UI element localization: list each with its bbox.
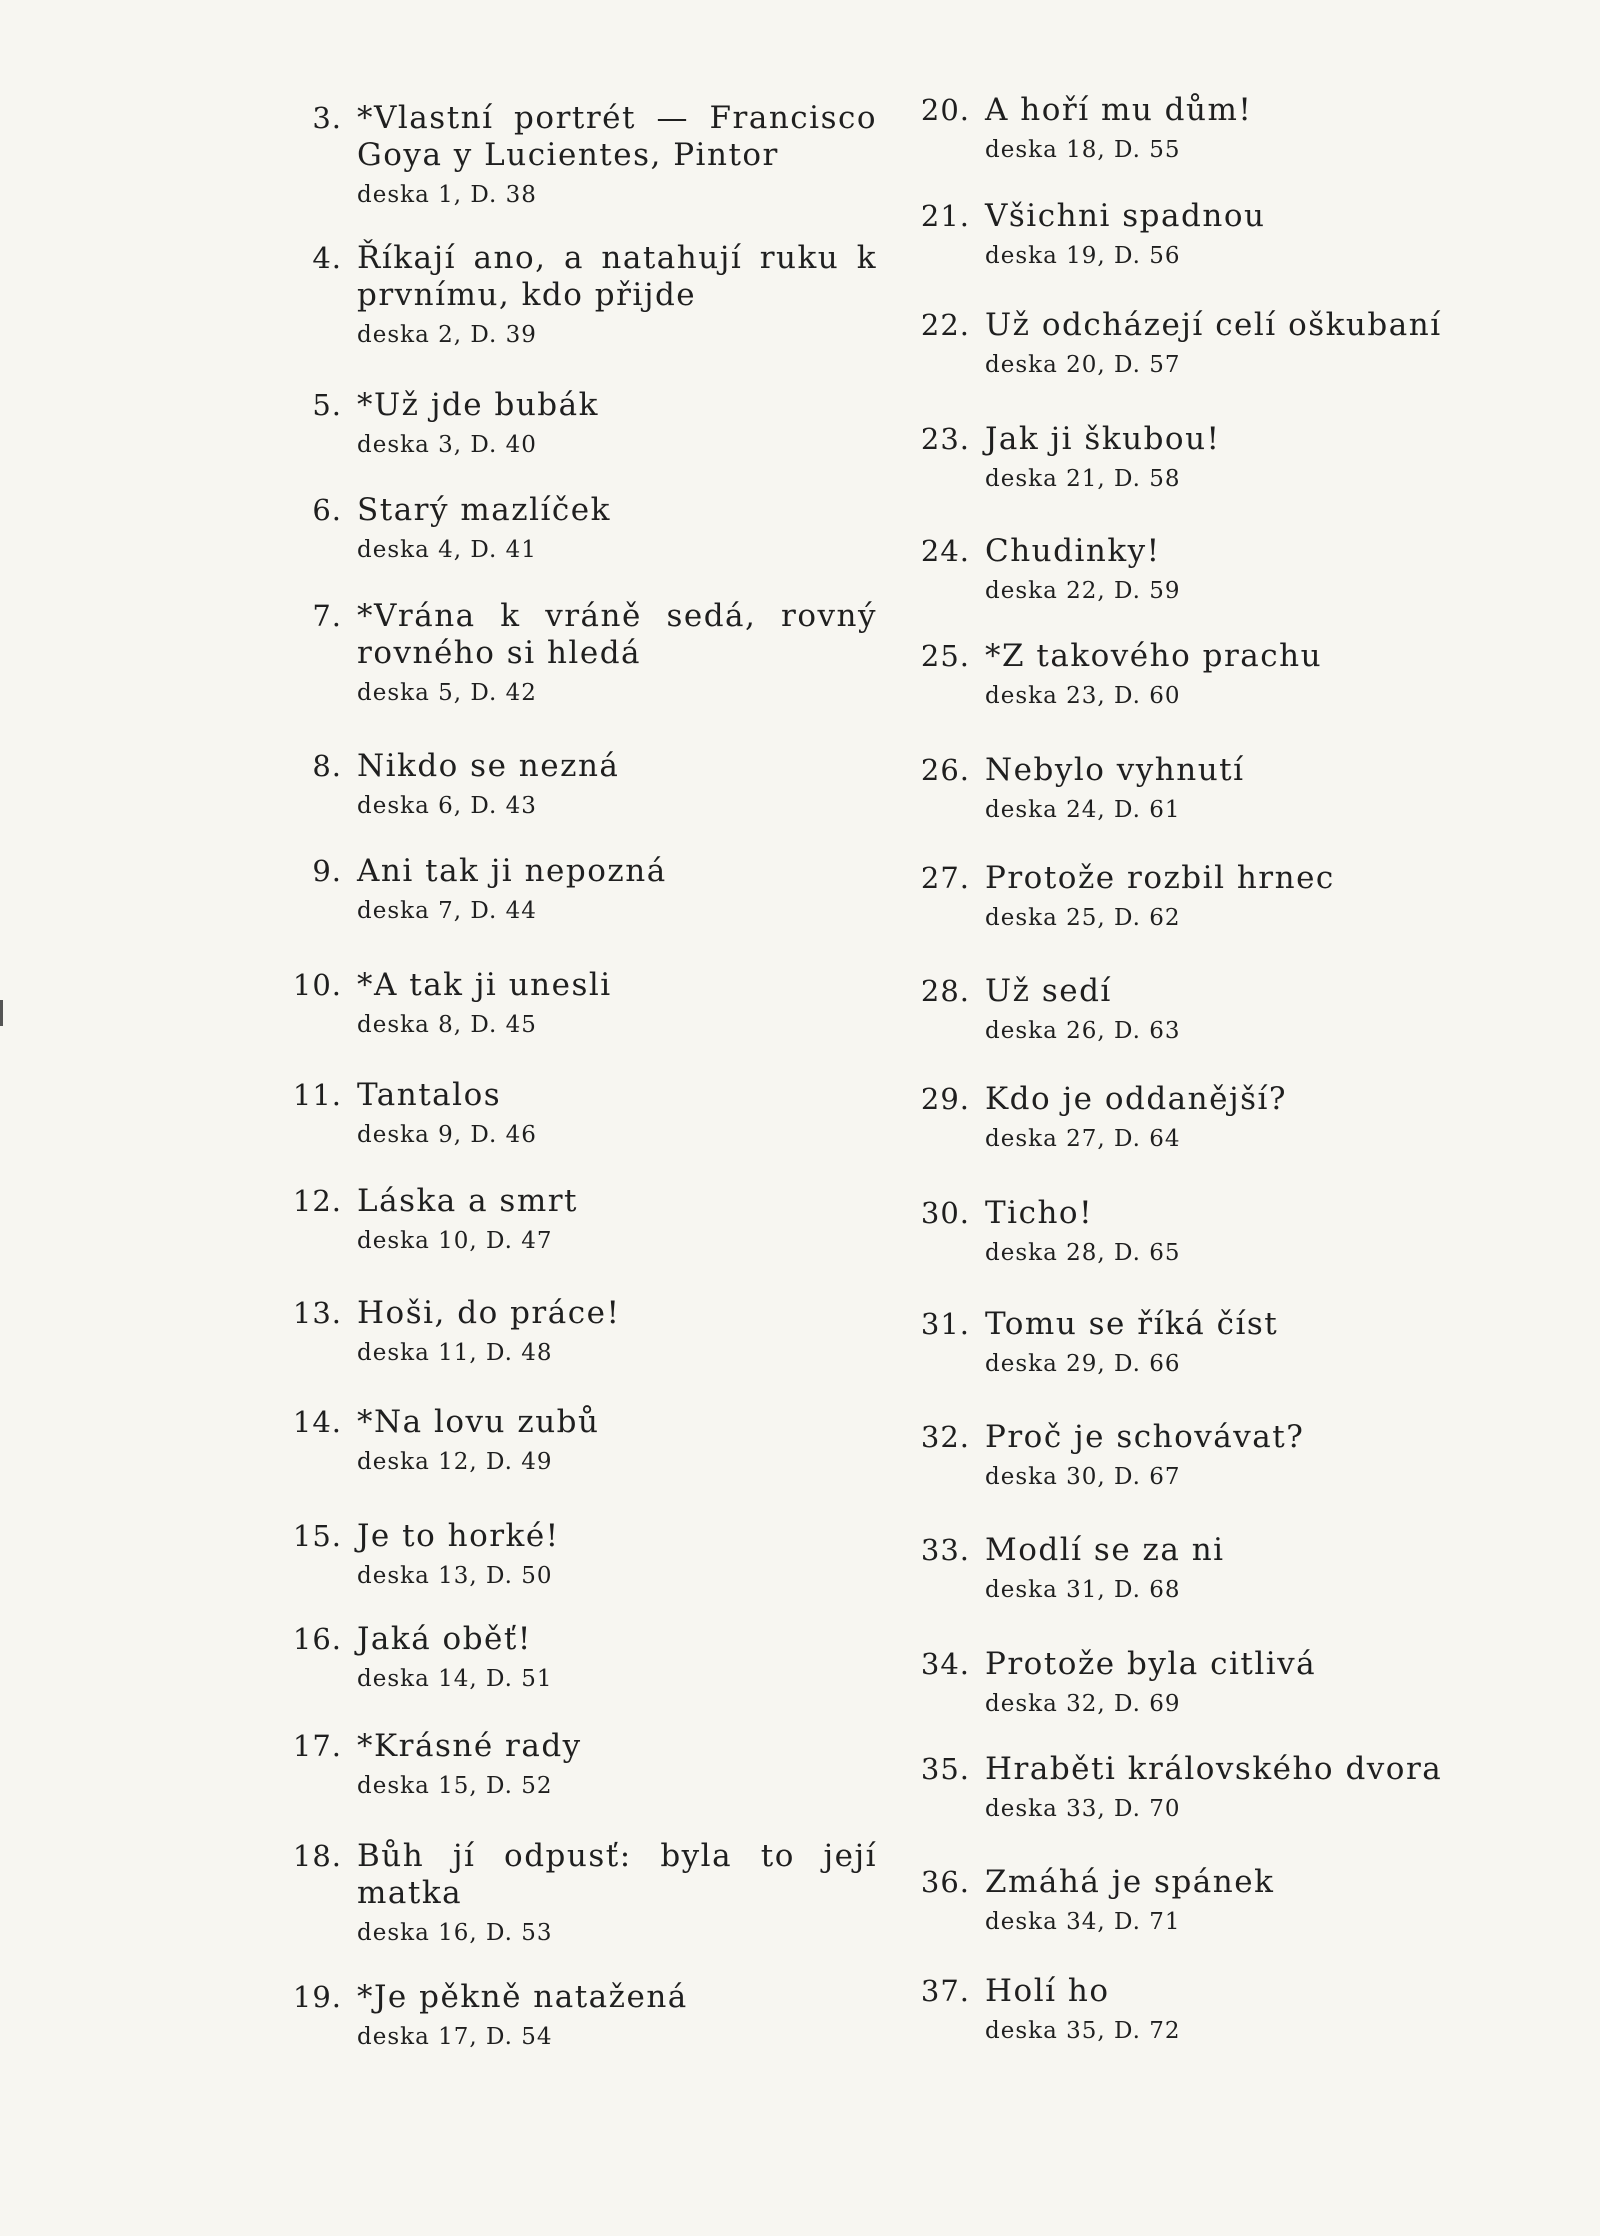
- item-block: [357, 967, 877, 1040]
- item-block: [357, 1404, 877, 1477]
- item-block: [985, 1306, 1505, 1379]
- item-reference: deska 24, D. 61: [985, 797, 1181, 823]
- item-title: Hraběti královského dvora: [985, 1751, 1443, 1787]
- item-number: 36.: [920, 1865, 970, 1899]
- item-block: [985, 307, 1505, 380]
- item-number: 34.: [920, 1647, 970, 1681]
- item-number: 10.: [292, 968, 342, 1002]
- item-reference: deska 7, D. 44: [357, 898, 537, 924]
- item-title: Starý mazlíček: [357, 492, 611, 528]
- item-reference: deska 21, D. 58: [985, 466, 1181, 492]
- item-number: 11.: [292, 1078, 342, 1112]
- item-block: [357, 492, 877, 565]
- item-reference: deska 10, D. 47: [357, 1228, 553, 1254]
- item-reference: deska 26, D. 63: [985, 1018, 1181, 1044]
- item-reference: deska 11, D. 48: [357, 1340, 553, 1366]
- item-title: Tomu se říká číst: [985, 1306, 1279, 1342]
- item-block: [357, 1295, 877, 1368]
- item-reference: deska 25, D. 62: [985, 905, 1181, 931]
- item-title: Všichni spadnou: [985, 198, 1266, 234]
- item-number: 5.: [312, 388, 342, 422]
- item-number: 24.: [920, 534, 970, 568]
- item-block: [357, 598, 877, 708]
- item-title: *Je pěkně natažená: [357, 1979, 688, 2015]
- item-block: [985, 198, 1505, 271]
- item-title: Kdo je oddanější?: [985, 1081, 1288, 1117]
- item-number: 9.: [312, 854, 342, 888]
- item-number: 4.: [312, 241, 342, 275]
- item-number: 26.: [920, 753, 970, 787]
- item-title: Jak ji škubou!: [985, 421, 1221, 457]
- item-title: Tantalos: [357, 1077, 502, 1113]
- item-block: [985, 1973, 1505, 2046]
- item-number: 31.: [920, 1307, 970, 1341]
- item-block: [985, 421, 1505, 494]
- item-block: [985, 1081, 1505, 1154]
- item-block: [357, 387, 877, 460]
- item-reference: deska 6, D. 43: [357, 793, 537, 819]
- item-block: [357, 1518, 877, 1591]
- item-title: Nikdo se nezná: [357, 748, 620, 784]
- item-title: *Z takového prachu: [985, 638, 1323, 674]
- item-title: Modlí se za ni: [985, 1532, 1225, 1568]
- item-title: Ticho!: [985, 1195, 1094, 1231]
- item-reference: deska 33, D. 70: [985, 1796, 1181, 1822]
- item-title: Láska a smrt: [357, 1183, 579, 1219]
- item-reference: deska 5, D. 42: [357, 680, 537, 706]
- item-reference: deska 18, D. 55: [985, 137, 1181, 163]
- item-block: [985, 1751, 1505, 1824]
- item-title: *Vlastní portrét — Francisco Goya y Lucientes, Pintor: [357, 100, 877, 173]
- item-number: 37.: [920, 1974, 970, 2008]
- item-block: [985, 1532, 1505, 1605]
- item-title: Jaká oběť!: [357, 1621, 532, 1657]
- item-title: Protože byla citlivá: [985, 1646, 1317, 1682]
- item-number: 30.: [920, 1196, 970, 1230]
- item-title: *Krásné rady: [357, 1728, 582, 1764]
- item-reference: deska 9, D. 46: [357, 1122, 537, 1148]
- item-title: Hoši, do práce!: [357, 1295, 621, 1331]
- item-title: Zmáhá je spánek: [985, 1864, 1275, 1900]
- item-reference: deska 1, D. 38: [357, 182, 537, 208]
- item-reference: deska 23, D. 60: [985, 683, 1181, 709]
- item-reference: deska 28, D. 65: [985, 1240, 1181, 1266]
- item-title: Nebylo vyhnutí: [985, 752, 1245, 788]
- item-block: [985, 92, 1505, 165]
- item-reference: deska 31, D. 68: [985, 1577, 1181, 1603]
- left-column: [282, 0, 902, 2236]
- item-reference: deska 8, D. 45: [357, 1012, 537, 1038]
- item-block: [985, 533, 1505, 606]
- item-reference: deska 19, D. 56: [985, 243, 1181, 269]
- item-number: 12.: [292, 1184, 342, 1218]
- item-reference: deska 30, D. 67: [985, 1464, 1181, 1490]
- item-number: 33.: [920, 1533, 970, 1567]
- item-title: Chudinky!: [985, 533, 1161, 569]
- item-reference: deska 13, D. 50: [357, 1563, 553, 1589]
- item-title: Bůh jí odpusť: byla to její matka: [357, 1838, 877, 1911]
- item-number: 15.: [292, 1519, 342, 1553]
- item-title: Už sedí: [985, 973, 1112, 1009]
- item-block: [985, 1419, 1505, 1492]
- item-number: 27.: [920, 861, 970, 895]
- item-reference: deska 3, D. 40: [357, 432, 537, 458]
- item-number: 25.: [920, 639, 970, 673]
- item-reference: deska 4, D. 41: [357, 537, 537, 563]
- item-reference: deska 27, D. 64: [985, 1126, 1181, 1152]
- item-number: 19.: [292, 1980, 342, 2014]
- item-block: [985, 638, 1505, 711]
- item-number: 28.: [920, 974, 970, 1008]
- item-number: 23.: [920, 422, 970, 456]
- item-block: [985, 1646, 1505, 1719]
- item-title: Už odcházejí celí oškubaní: [985, 307, 1442, 343]
- item-reference: deska 17, D. 54: [357, 2024, 553, 2050]
- item-reference: deska 22, D. 59: [985, 578, 1181, 604]
- item-title: *Na lovu zubů: [357, 1404, 600, 1440]
- item-block: [357, 1621, 877, 1694]
- item-reference: deska 34, D. 71: [985, 1909, 1181, 1935]
- item-number: 22.: [920, 308, 970, 342]
- item-number: 7.: [312, 599, 342, 633]
- item-number: 35.: [920, 1752, 970, 1786]
- item-number: 14.: [292, 1405, 342, 1439]
- item-block: [357, 100, 877, 210]
- item-number: 6.: [312, 493, 342, 527]
- item-title: Protože rozbil hrnec: [985, 860, 1335, 896]
- item-block: [357, 853, 877, 926]
- item-reference: deska 29, D. 66: [985, 1351, 1181, 1377]
- item-title: Je to horké!: [357, 1518, 560, 1554]
- item-number: 32.: [920, 1420, 970, 1454]
- item-reference: deska 16, D. 53: [357, 1920, 553, 1946]
- item-title: *A tak ji unesli: [357, 967, 612, 1003]
- item-title: Říkají ano, a natahují ruku k prvnímu, kdo přijde: [357, 240, 877, 313]
- item-number: 13.: [292, 1296, 342, 1330]
- item-number: 29.: [920, 1082, 970, 1116]
- item-number: 21.: [920, 199, 970, 233]
- item-number: 8.: [312, 749, 342, 783]
- item-number: 17.: [292, 1729, 342, 1763]
- item-block: [985, 1195, 1505, 1268]
- item-number: 16.: [292, 1622, 342, 1656]
- item-number: 3.: [312, 101, 342, 135]
- item-block: [357, 1183, 877, 1256]
- item-number: 20.: [920, 93, 970, 127]
- item-title: Holí ho: [985, 1973, 1110, 2009]
- item-block: [985, 860, 1505, 933]
- item-reference: deska 32, D. 69: [985, 1691, 1181, 1717]
- item-block: [357, 1838, 877, 1948]
- item-title: Ani tak ji nepozná: [357, 853, 667, 889]
- item-block: [357, 1979, 877, 2052]
- item-block: [985, 1864, 1505, 1937]
- item-reference: deska 2, D. 39: [357, 322, 537, 348]
- item-title: A hoří mu dům!: [985, 92, 1253, 128]
- item-block: [357, 1077, 877, 1150]
- item-block: [357, 1728, 877, 1801]
- right-column: [910, 0, 1530, 2236]
- left-edge-mark: [0, 1000, 3, 1026]
- item-title: *Vrána k vráně sedá, rovný rovného si hledá: [357, 598, 877, 671]
- item-block: [357, 240, 877, 350]
- item-reference: deska 20, D. 57: [985, 352, 1181, 378]
- item-number: 18.: [292, 1839, 342, 1873]
- item-reference: deska 15, D. 52: [357, 1773, 553, 1799]
- item-block: [985, 752, 1505, 825]
- item-title: Proč je schovávat?: [985, 1419, 1305, 1455]
- item-reference: deska 12, D. 49: [357, 1449, 553, 1475]
- item-title: *Už jde bubák: [357, 387, 599, 423]
- item-reference: deska 35, D. 72: [985, 2018, 1181, 2044]
- item-block: [357, 748, 877, 821]
- item-block: [985, 973, 1505, 1046]
- item-reference: deska 14, D. 51: [357, 1666, 553, 1692]
